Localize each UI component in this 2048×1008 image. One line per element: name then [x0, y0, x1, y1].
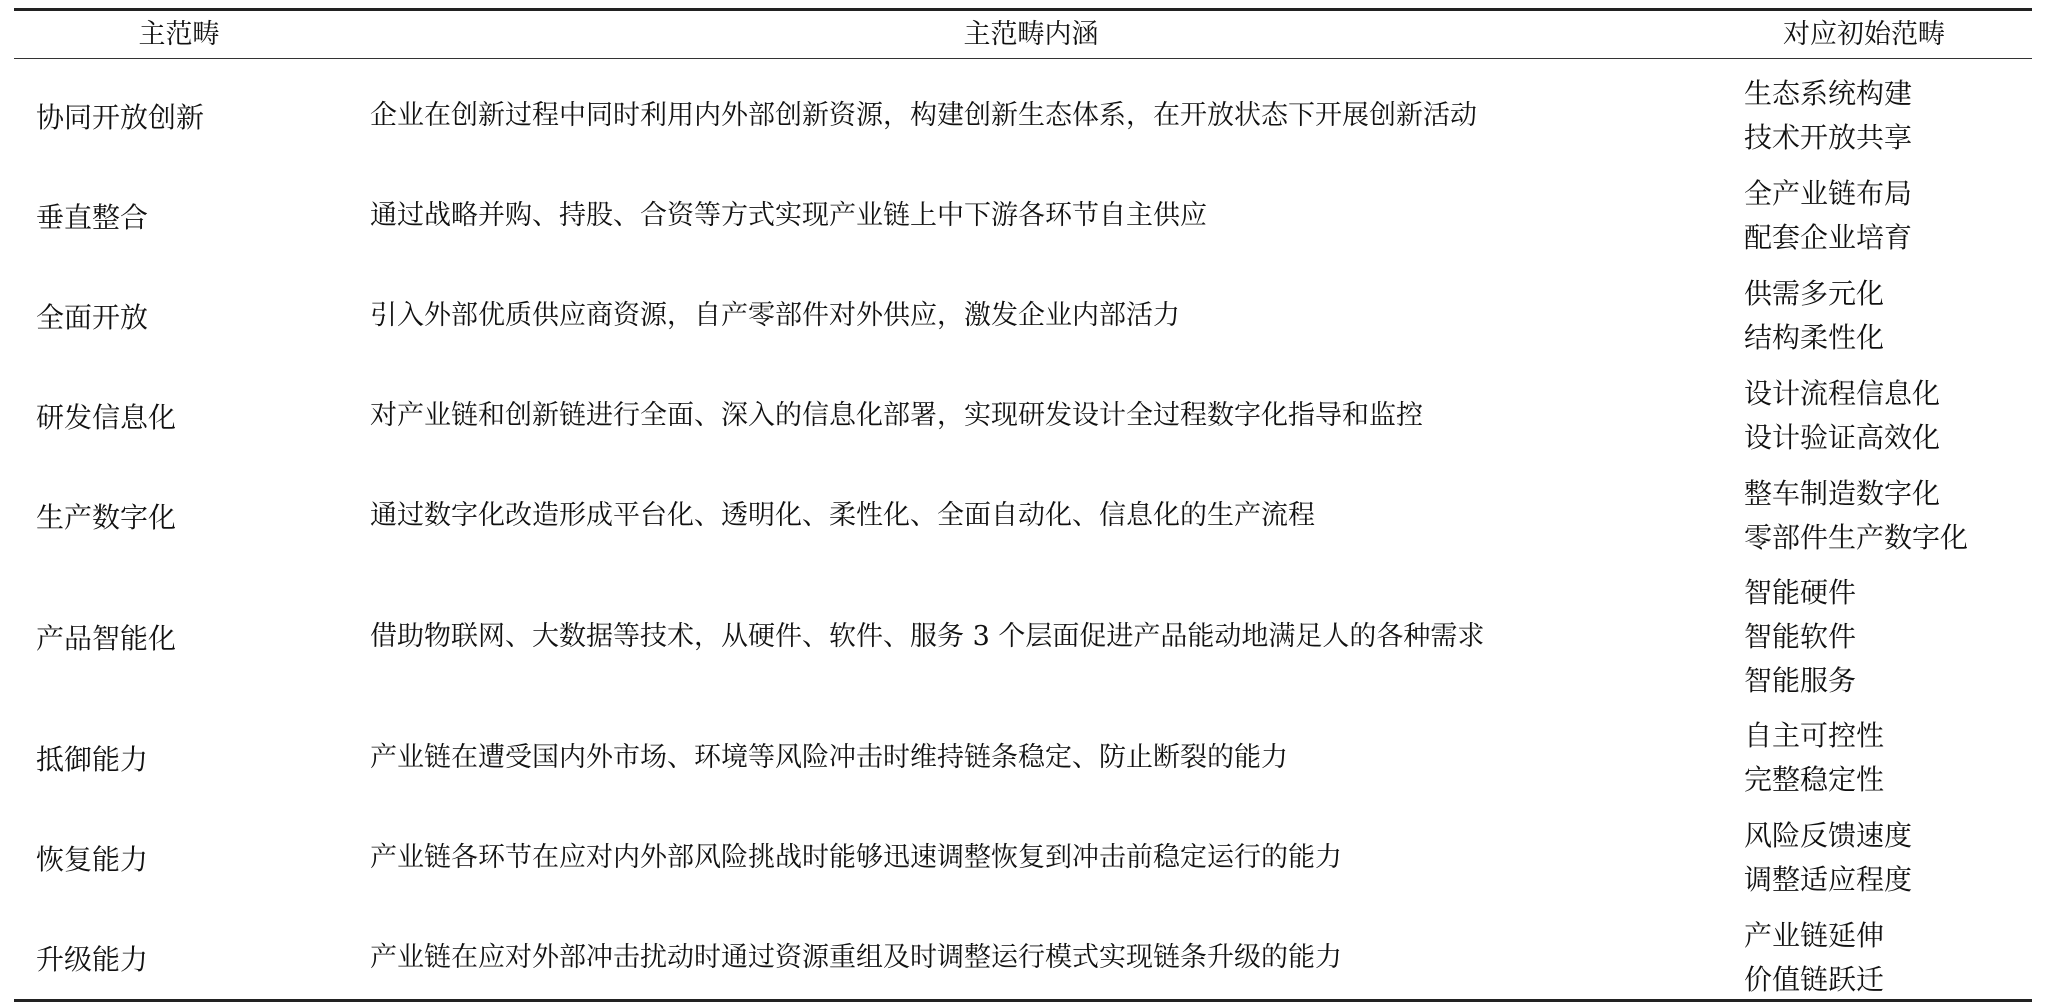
initial-categories-cell: [1744, 472, 2032, 560]
initial-category: 风险反馈速度: [1744, 819, 1913, 852]
main-category-cell: 研发信息化: [36, 401, 177, 434]
table-header-row: [14, 11, 2032, 58]
initial-categories-cell: [1744, 272, 2032, 360]
meaning-cell: 通过数字化改造形成平台化、透明化、柔性化、全面自动化、信息化的生产流程: [370, 500, 1315, 531]
main-category-cell: 全面开放: [36, 301, 149, 334]
initial-category: 供需多元化: [1744, 277, 1885, 310]
initial-category: 整车制造数字化: [1744, 477, 1941, 510]
meaning-cell: 借助物联网、大数据等技术，从硬件、软件、服务 3 个层面促进产品能动地满足人的各种需求: [370, 621, 1485, 652]
initial-category: 生态系统构建: [1744, 77, 1913, 110]
meaning-cell: 企业在创新过程中同时利用内外部创新资源，构建创新生态体系，在开放状态下开展创新活动: [370, 100, 1477, 131]
table-row: [14, 266, 2032, 366]
main-category-cell: 恢复能力: [36, 843, 149, 876]
initial-category: 完整稳定性: [1744, 763, 1885, 796]
initial-category: 自主可控性: [1744, 719, 1885, 752]
bottom-rule: [14, 999, 2032, 1002]
header-main-category: 主范畴: [138, 19, 220, 50]
table-row: [14, 466, 2032, 566]
initial-category: 配套企业培育: [1744, 221, 1913, 254]
initial-category: 零部件生产数字化: [1744, 521, 1969, 554]
meaning-cell: 对产业链和创新链进行全面、深入的信息化部署，实现研发设计全过程数字化指导和监控: [370, 400, 1423, 431]
initial-category: 全产业链布局: [1744, 177, 1913, 210]
main-category-cell: 生产数字化: [36, 501, 177, 534]
meaning-cell: 产业链各环节在应对内外部风险挑战时能够迅速调整恢复到冲击前稳定运行的能力: [370, 842, 1342, 873]
table-row: [14, 166, 2032, 266]
table-row: [14, 566, 2032, 708]
initial-category: 智能软件: [1744, 620, 1857, 653]
meaning-cell: 引入外部优质供应商资源，自产零部件对外供应，激发企业内部活力: [370, 300, 1180, 331]
main-category-cell: 协同开放创新: [36, 101, 205, 134]
table-row: [14, 908, 2032, 1008]
meaning-cell: 产业链在应对外部冲击扰动时通过资源重组及时调整运行模式实现链条升级的能力: [370, 942, 1342, 973]
initial-category: 调整适应程度: [1744, 863, 1913, 896]
initial-category: 智能服务: [1744, 664, 1857, 697]
table-row: [14, 66, 2032, 166]
category-table: [14, 8, 2032, 1002]
table-row: [14, 808, 2032, 908]
initial-category: 结构柔性化: [1744, 321, 1885, 354]
initial-category: 产业链延伸: [1744, 919, 1885, 952]
initial-categories-cell: [1744, 714, 2032, 802]
header-initial-categories: 对应初始范畴: [1783, 19, 1945, 50]
initial-categories-cell: [1744, 814, 2032, 902]
meaning-cell: 产业链在遭受国内外市场、环境等风险冲击时维持链条稳定、防止断裂的能力: [370, 742, 1288, 773]
initial-categories-cell: [1744, 172, 2032, 260]
main-category-cell: 升级能力: [36, 943, 149, 976]
header-category-meaning: 主范畴内涵: [963, 19, 1099, 50]
header-rule: [14, 58, 2032, 59]
initial-category: 设计流程信息化: [1744, 377, 1941, 410]
table-row: [14, 366, 2032, 466]
initial-category: 智能硬件: [1744, 576, 1857, 609]
initial-categories-cell: [1744, 372, 2032, 460]
main-category-cell: 抵御能力: [36, 743, 149, 776]
initial-categories-cell: [1744, 571, 2032, 703]
table-body: [14, 66, 2032, 1008]
initial-categories-cell: [1744, 72, 2032, 160]
main-category-cell: 产品智能化: [36, 622, 177, 655]
initial-category: 技术开放共享: [1744, 121, 1913, 154]
initial-category: 设计验证高效化: [1744, 421, 1941, 454]
meaning-cell: 通过战略并购、持股、合资等方式实现产业链上中下游各环节自主供应: [370, 200, 1207, 231]
initial-category: 价值链跃迁: [1744, 963, 1885, 996]
initial-categories-cell: [1744, 914, 2032, 1002]
table-row: [14, 708, 2032, 808]
main-category-cell: 垂直整合: [36, 201, 149, 234]
